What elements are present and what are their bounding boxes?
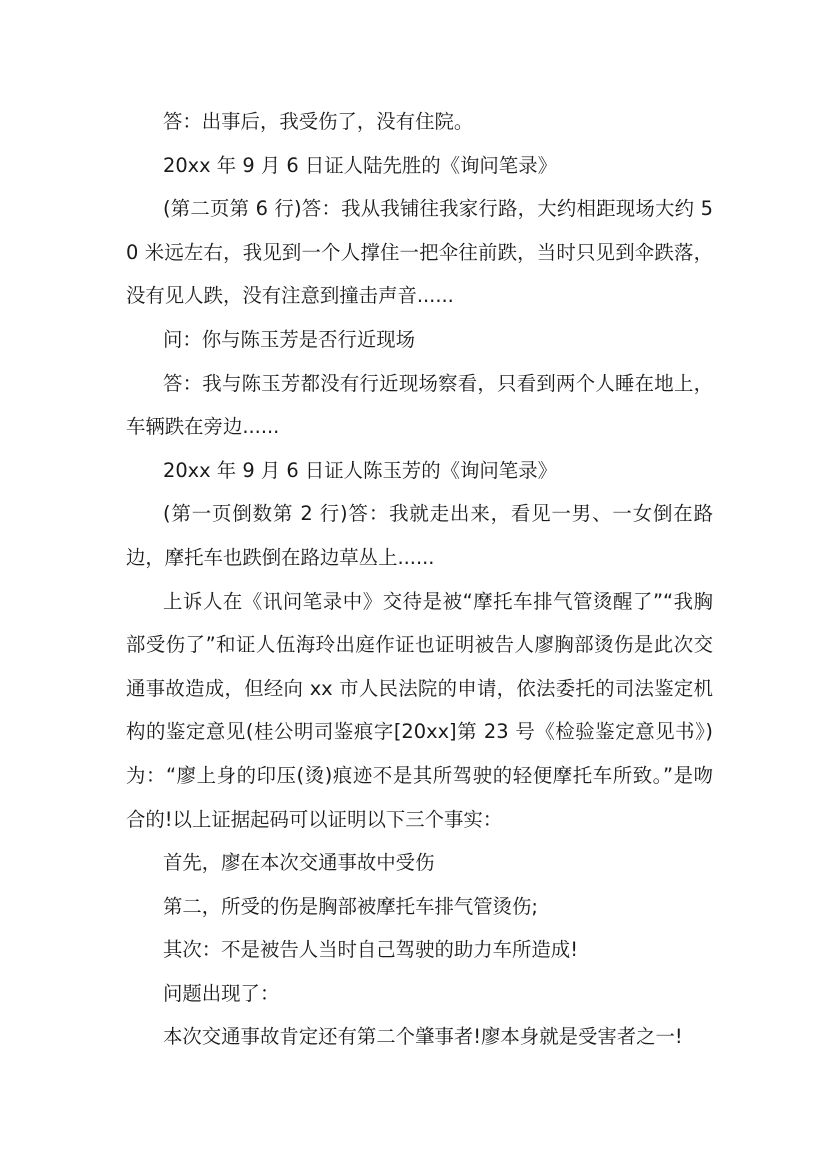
paragraph: (第一页倒数第 2 行)答：我就走出来，看见一男、一女倒在路边，摩托车也跌倒在路边草丛上...... [126,502,713,569]
paragraph: 20xx 年 9 月 6 日证人陆先胜的《询问笔录》 [163,153,557,177]
paragraph: 上诉人在《讯问笔录中》交待是被“摩托车排气管烫醒了”“我胸部受伤了”和证人伍海玲出庭作证也证明被告人廖胸部烫伤是此次交通事故造成，但经向 xx 市人民法院的申请，依法委托的司法鉴定机构的鉴定意见(桂公明司鉴痕字[20xx]第 23 号《检验鉴定意见书》)为：“廖上身的印压(烫)痕迹不是其所驾驶的轻便摩托车所致。”是吻合的!以上证据起码可以证明以下三个事实： [126,589,713,831]
paragraph: 答：我与陈玉芳都没有行近现场察看，只看到两个人睡在地上，车辆跌在旁边...... [126,371,713,439]
paragraph: 第二，所受的伤是胸部被摩托车排气管烫伤; [163,894,538,918]
paragraph: 问题出现了： [163,981,280,1005]
paragraph: 答：出事后，我受伤了，没有住院。 [163,110,474,133]
paragraph: 其次：不是被告人当时自己驾驶的助力车所造成! [163,938,578,962]
paragraph: 20xx 年 9 月 6 日证人陈玉芳的《询问笔录》 [163,458,557,482]
document-page [126,100,713,1059]
paragraph: (第二页第 6 行)答：我从我铺往我家行路，大约相距现场大约 50 米远左右，我见到一个人撑住一把伞往前跌，当时只见到伞跌落，没有见人跌，没有注意到撞击声音...... [126,197,713,308]
paragraph: 问：你与陈玉芳是否行近现场 [163,327,416,351]
paragraph: 首先，廖在本次交通事故中受伤 [163,851,435,875]
paragraph: 本次交通事故肯定还有第二个肇事者!廖本身就是受害者之一! [163,1025,683,1049]
